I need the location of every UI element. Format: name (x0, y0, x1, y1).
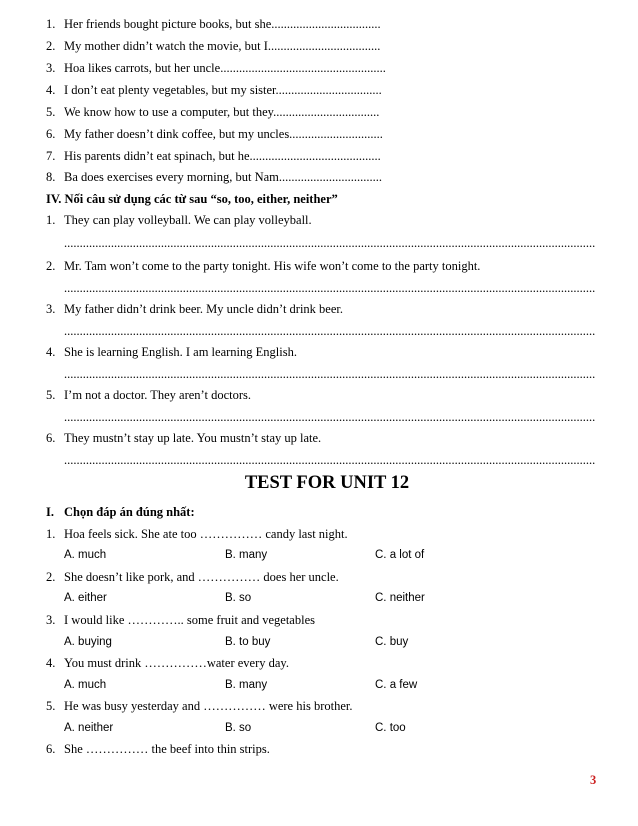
section-heading-iv: IV. Nối câu sử dụng các từ sau “so, too, either, neither” (46, 192, 338, 206)
option-c: C. too (375, 722, 406, 734)
answer-line: .......................................................................................................................................................................... (64, 236, 596, 250)
list-item: 3. Hoa likes carrots, but her uncle..................................................... (46, 61, 386, 75)
list-item: 6. They mustn’t stay up late. You mustn’t stay up late. (46, 431, 322, 445)
option-a: A. much (64, 679, 107, 691)
option-a: A. neither (64, 722, 114, 734)
question: 3. I would like ………….. some fruit and vegetables (46, 613, 315, 627)
option-b: B. so (225, 722, 252, 734)
option-c: C. a few (375, 679, 418, 691)
list-item: 4. I don’t eat plenty vegetables, but my sister.................................. (46, 83, 382, 97)
question: 2. She doesn’t like pork, and …………… does her uncle. (46, 570, 339, 584)
list-item: 7. His parents didn’t eat spinach, but he.......................................... (46, 149, 381, 163)
list-item: 1. Her friends bought picture books, but she................................... (46, 17, 381, 31)
option-a: A. either (64, 592, 107, 604)
list-item: 2. Mr. Tam won’t come to the party tonight. His wife won’t come to the party tonight. (46, 259, 481, 273)
answer-line: .......................................................................................................................................................................... (64, 324, 596, 338)
list-item: 3. My father didn’t drink beer. My uncle didn’t drink beer. (46, 302, 343, 316)
answer-line: .......................................................................................................................................................................... (64, 453, 596, 467)
list-item: 6. My father doesn’t dink coffee, but my uncles.............................. (46, 127, 383, 141)
option-a: A. much (64, 549, 107, 561)
question: 4. You must drink ……………water every day. (46, 656, 289, 670)
test-title: TEST FOR UNIT 12 (244, 473, 410, 493)
question: 6. She …………… the beef into thin strips. (46, 742, 270, 756)
answer-line: .......................................................................................................................................................................... (64, 367, 596, 381)
list-item: 1. They can play volleyball. We can play volleyball. (46, 213, 312, 227)
list-item: 8. Ba does exercises every morning, but Nam................................. (46, 170, 382, 184)
question: 1. Hoa feels sick. She ate too …………… candy last night. (46, 527, 348, 541)
option-a: A. buying (64, 636, 112, 648)
answer-line: .......................................................................................................................................................................... (64, 410, 596, 424)
option-c: C. a lot of (375, 549, 425, 561)
option-b: B. many (225, 679, 268, 691)
option-b: B. so (225, 592, 252, 604)
answer-line: .......................................................................................................................................................................... (64, 281, 596, 295)
list-item: 5. We know how to use a computer, but they.................................. (46, 105, 380, 119)
option-b: B. to buy (225, 636, 271, 648)
section-heading-i: I. Chọn đáp án đúng nhất: (46, 505, 195, 519)
question: 5. He was busy yesterday and …………… were his brother. (46, 699, 353, 713)
list-item: 2. My mother didn’t watch the movie, but I.................................... (46, 39, 381, 53)
list-item: 4. She is learning English. I am learning English. (46, 345, 297, 359)
option-b: B. many (225, 549, 268, 561)
option-c: C. neither (375, 592, 425, 604)
list-item: 5. I’m not a doctor. They aren’t doctors. (46, 388, 251, 402)
option-c: C. buy (375, 636, 409, 648)
page-number: 3 (590, 773, 597, 787)
